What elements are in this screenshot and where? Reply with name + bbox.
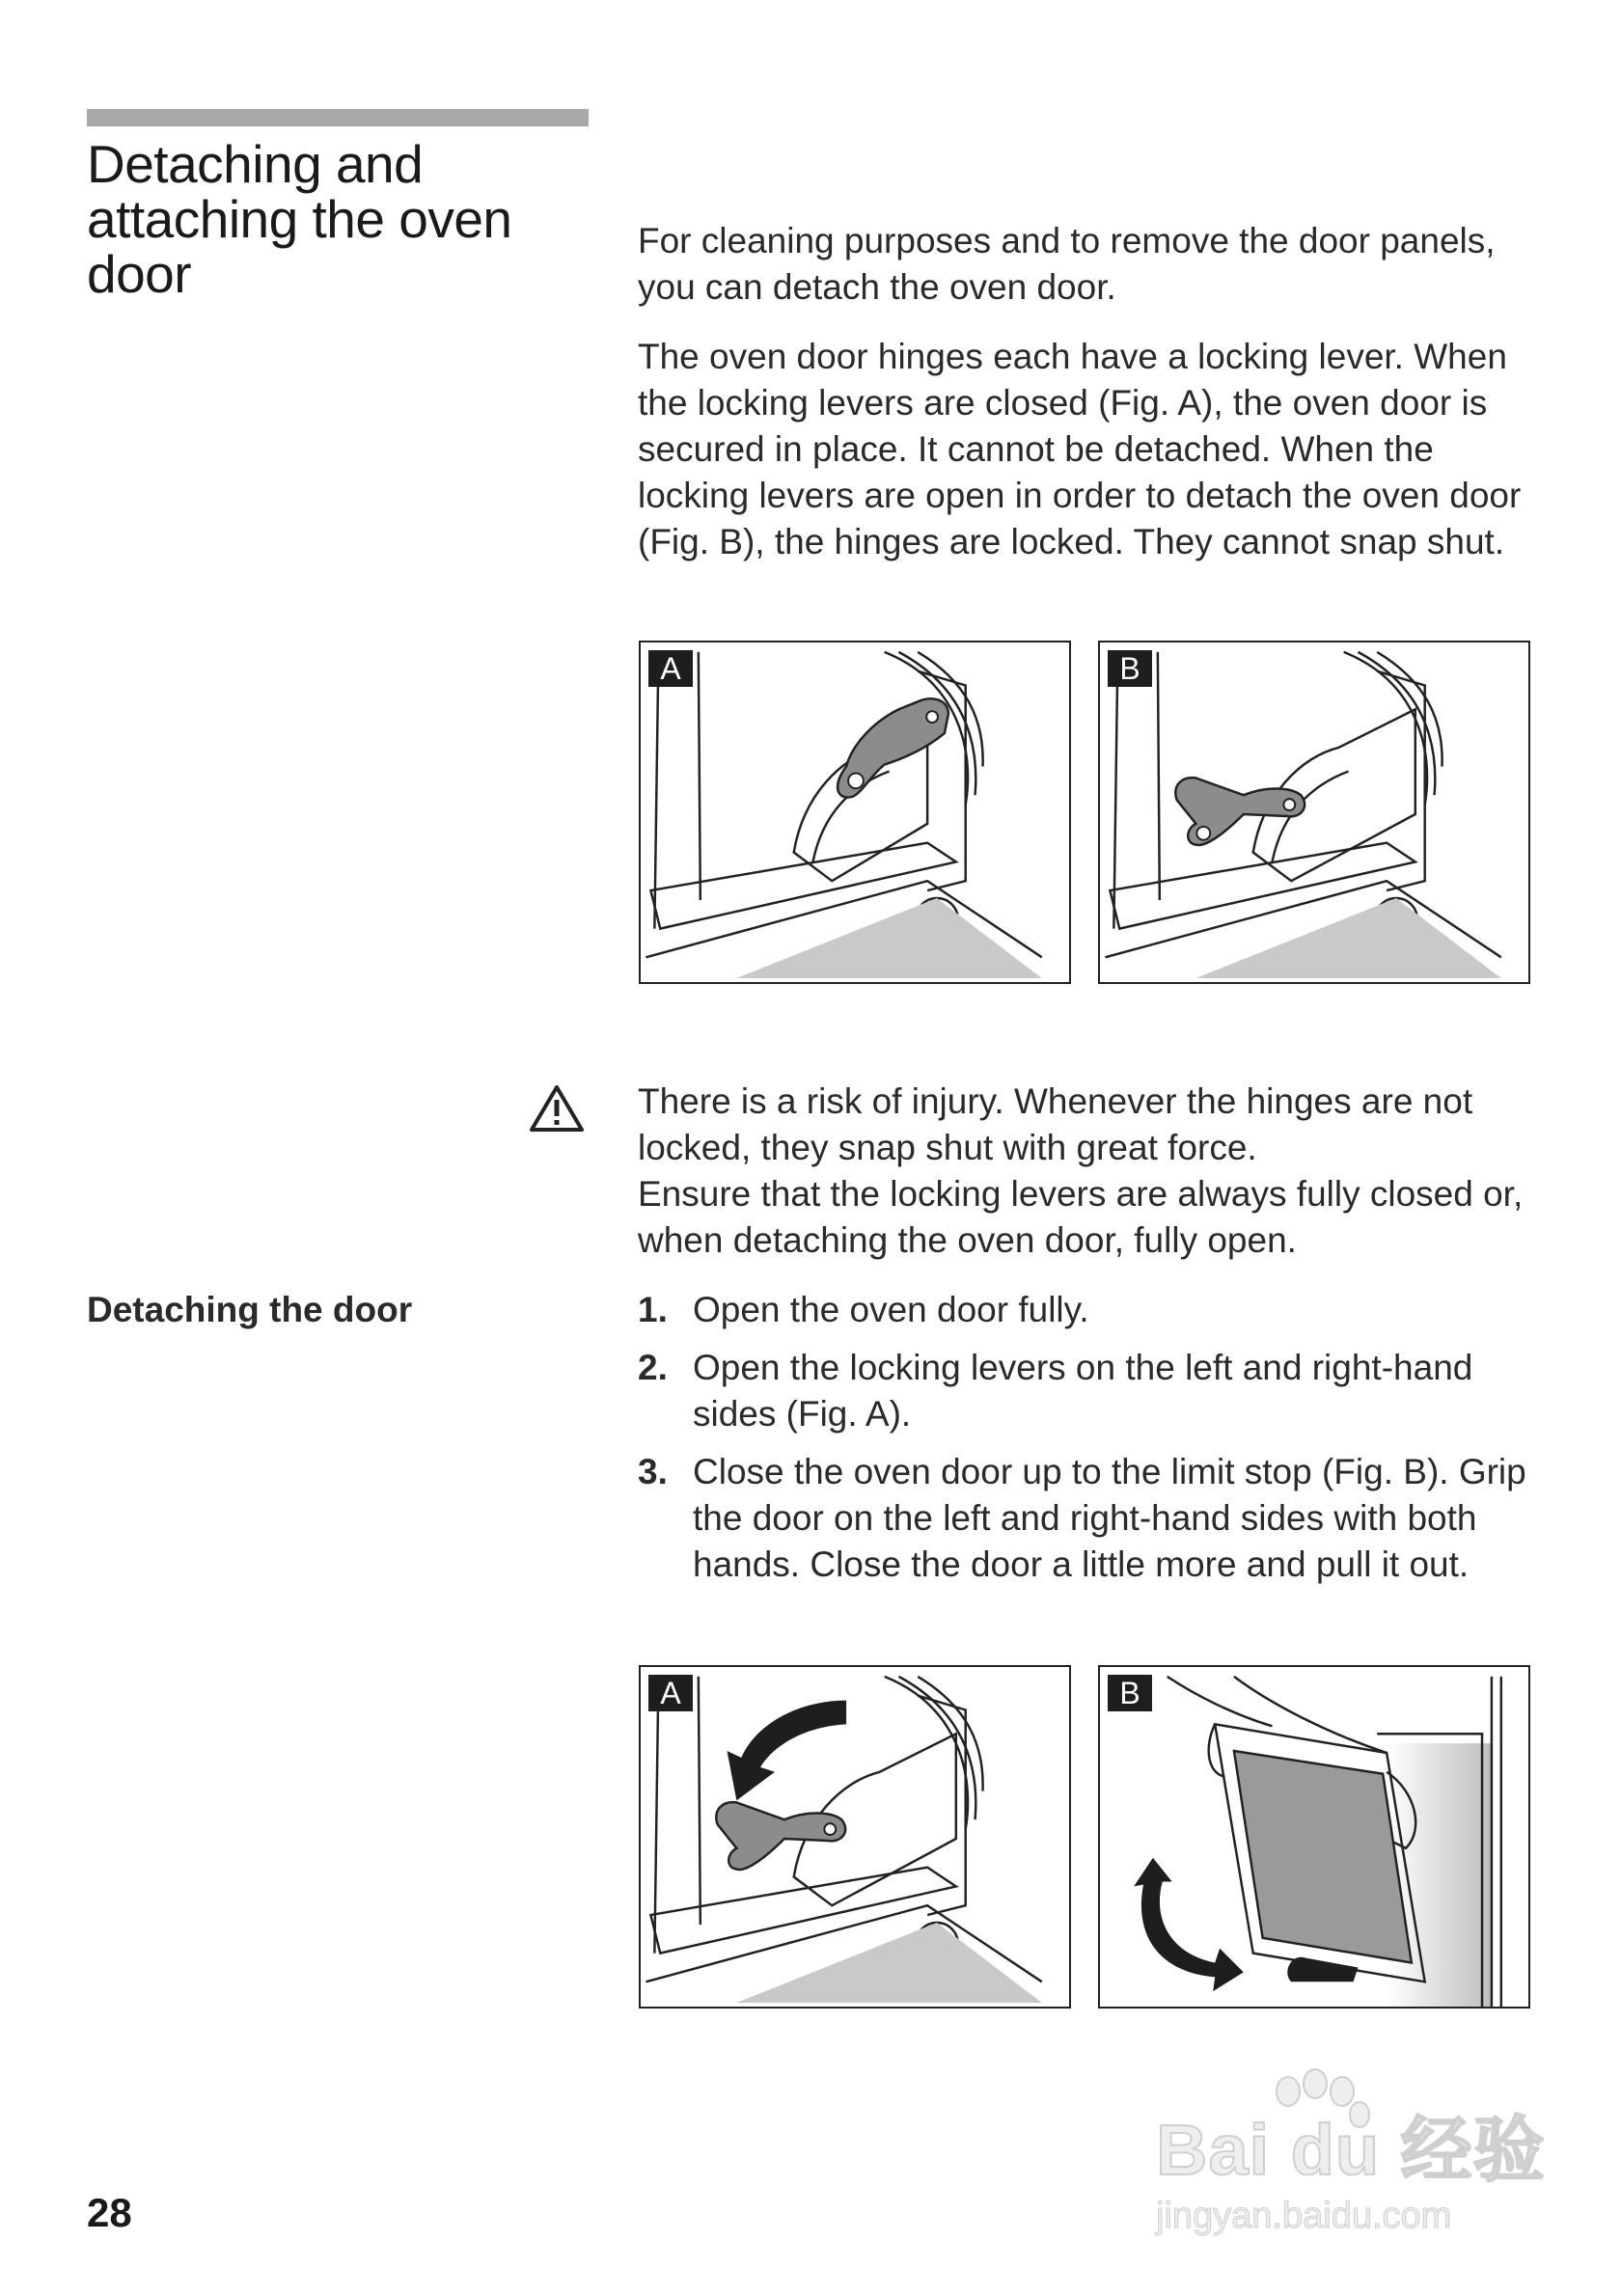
hinge-closed-illustration xyxy=(641,642,1069,982)
watermark-url: jingyan.baidu.com xyxy=(1156,2196,1452,2236)
open-lever-illustration xyxy=(641,1667,1069,2007)
watermark-brand: Bai du 经验 xyxy=(1156,2110,1546,2190)
intro-paragraph: For cleaning purposes and to remove the door panels, you can detach the oven door. xyxy=(638,221,1496,307)
figure-label: A xyxy=(648,650,693,687)
figure-top-b xyxy=(1098,641,1530,984)
section-rule xyxy=(87,109,589,126)
remove-door-illustration xyxy=(1100,1667,1528,2007)
step-number: 1. xyxy=(638,1290,668,1329)
page-number: 28 xyxy=(87,2190,132,2235)
figure-label: B xyxy=(1108,1675,1152,1711)
figure-label: A xyxy=(648,1675,693,1711)
list-item xyxy=(638,1287,1554,1333)
figure-bottom-a xyxy=(639,1665,1071,2009)
step-text: Close the oven door up to the limit stop (Fig. B). Grip the door on the left and right-hand sides with both hands. Close the door a little more and pull it out. xyxy=(693,1452,1526,1584)
list-item xyxy=(638,1345,1554,1437)
warning-triangle-icon xyxy=(529,1084,585,1133)
step-number: 3. xyxy=(638,1452,668,1491)
figure-label: B xyxy=(1108,650,1152,687)
hinge-open-illustration xyxy=(1100,642,1528,982)
detaching-heading: Detaching the door xyxy=(87,1290,413,1329)
list-item xyxy=(638,1449,1554,1588)
page-title: Detaching and attaching the oven door xyxy=(87,134,512,304)
warning-text: There is a risk of injury. Whenever the hinges are not locked, they snap shut with great force. Ensure that the locking levers are always fully closed or, when detaching the oven door, fully open. xyxy=(638,1081,1524,1260)
step-text: Open the oven door fully. xyxy=(693,1290,1089,1329)
figure-bottom-b xyxy=(1098,1665,1530,2009)
step-number: 2. xyxy=(638,1348,668,1387)
steps-list xyxy=(638,1287,1554,1599)
hinges-paragraph: The oven door hinges each have a locking lever. When the locking levers are closed (Fig. A), the oven door is secured in place. It cannot be detached. When the locking levers are open in order to detach the oven door (Fig. B), the hinges are locked. They cannot snap shut. xyxy=(638,337,1522,561)
figure-top-a xyxy=(639,641,1071,984)
step-text: Open the locking levers on the left and right-hand sides (Fig. A). xyxy=(693,1348,1473,1434)
